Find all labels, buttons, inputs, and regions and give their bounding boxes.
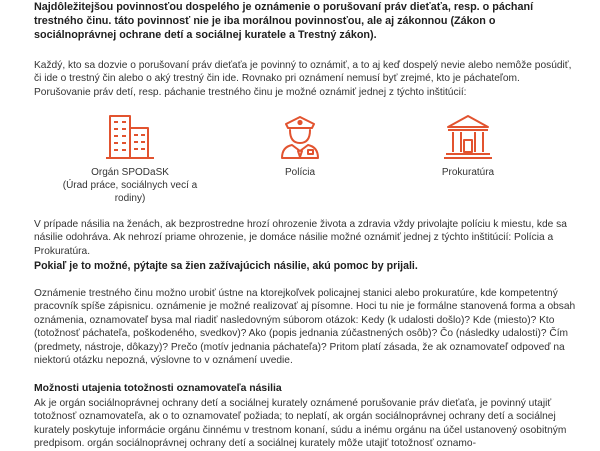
institution-spodask [60, 110, 200, 205]
identity-protection-paragraph: Ak je orgán sociálnoprávnej ochrany detí a sociálnej kurately oznámené porušovanie práv dieťaťa, je povinný utajiť totožnosť oznamovateľa, ak o to oznamovateľ požiada; to neplatí, ak orgán sociálnoprávnej ochrany detí a sociálnej kurately poskytuje informácie orgánu činnému v trestnom konaní, súdu a inému orgánu na účel ustanovený osobitným predpisom. orgán sociálnoprávnej ochrany detí a sociálnej kurately môže utajiť totožnosť oznamo- [34, 398, 567, 450]
institution-prosecution [398, 110, 538, 179]
section-heading: Možnosti utajenia totožnosti oznamovateľa násilia [34, 383, 282, 394]
police-officer-icon [274, 110, 326, 162]
violence-women-paragraph: V prípade násilia na ženách, ak bezprostredne hrozí ohrozenie života a zdravia vždy privolajte políciu k miestu, kde sa násilie odohráva. Ak nehrozí priame ohrozenie, je domáce násilie možné oznámiť jednej z týchto inštitúcií: Polícia a Prokuratúra. [34, 219, 567, 257]
report-procedure-paragraph: Oznámenie trestného činu možno urobiť ústne na ktorejkoľvek policajnej stanici alebo prokuratúre, kde kompetentný pracovník spíše zápisnicu. oznámenie je možné realizovať aj písomne. Hoci tu nie je formálne stanovená forma a obsah oznámenia, oznamovateľ bysa mal riadiť nasledovným súborom otázok: Kedy (k udalosti došlo)? Kde (miesto)? Kto (totožnosť páchateľa, poškodeného, svedkov)? Ako (popis jednania zúčastnených osôb)? Čo (následky udalosti)? Čím (predmety, nástroje, dôkazy)? Prečo (motív jednania páchateľa)? Pritom platí zásada, že ak oznamovateľ odpoveď na niektorú otázku nepozná, výslovne to v oznámení uvedie. [34, 288, 576, 367]
institution-label: Prokuratúra [441, 167, 495, 178]
institution-label: Orgán SPODaSK (Úrad práce, sociálnych vecí a rodiny) [62, 167, 198, 204]
ask-women-note: Pokiaľ je to možné, pýtajte sa žien zažívajúcich násilie, akú pomoc by prijali. [34, 260, 418, 272]
institution-police [230, 110, 370, 179]
intro-paragraph: Najdôležitejšou povinnosťou dospelého je oznámenie o porušovaní práv dieťaťa, resp. o páchaní trestného činu. táto povinnosť nie je iba morálnou povinnosťou, ale aj zákonnou (Zákon o sociálnoprávnej ochrane detí a sociálnej kuratele a Trestný zákon). [34, 1, 534, 41]
reporting-duty-paragraph: Každý, kto sa dozvie o porušovaní práv dieťaťa je povinný to oznámiť, a to aj keď dospelý nevie alebo nemôže posúdiť, či ide o trestný čin alebo o aký trestný čin ide. Rovnako pri oznámení nemusí byť zrejmé, kto je páchateľom. Porušovanie práv detí, resp. páchanie trestného činu je možné oznámiť jednej z týchto inštitúcií: [34, 60, 572, 98]
courthouse-icon [442, 110, 494, 162]
office-building-icon [104, 110, 156, 162]
institution-label: Polícia [284, 167, 315, 178]
